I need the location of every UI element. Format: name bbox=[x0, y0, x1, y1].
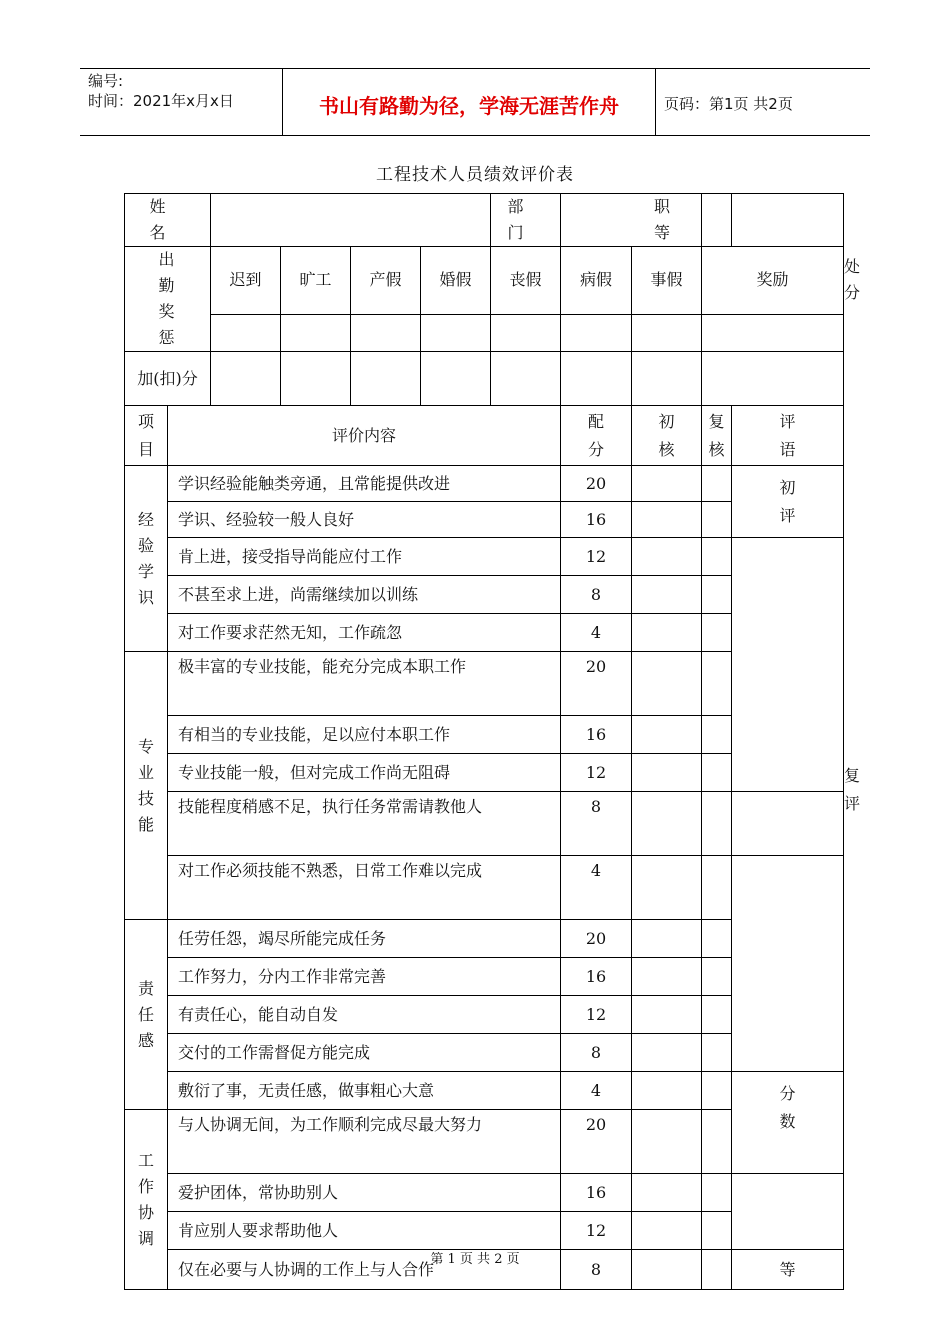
review-check[interactable] bbox=[702, 502, 732, 538]
attendance-label: 出 勤 奖 惩 bbox=[125, 247, 211, 352]
table-row bbox=[125, 466, 844, 502]
criterion-score: 8 bbox=[561, 1034, 632, 1072]
criterion-text: 有责任心，能自动自发 bbox=[168, 996, 561, 1034]
criterion-text: 任劳任怨，竭尽所能完成任务 bbox=[168, 920, 561, 958]
eval-header-initial: 初核 bbox=[632, 406, 702, 466]
initial-check[interactable] bbox=[632, 792, 702, 856]
table-row: 专业技能一般，但对完成工作尚无阻碍 12 复评 bbox=[125, 754, 844, 792]
section-label-coordination: 工作协调 bbox=[125, 1110, 168, 1290]
comment-review-area[interactable] bbox=[732, 856, 844, 1072]
initial-check[interactable] bbox=[632, 652, 702, 716]
initial-check[interactable] bbox=[632, 466, 702, 502]
criterion-text: 技能程度稍感不足，执行任务常需请教他人 bbox=[168, 792, 561, 856]
section-label-skills: 专业技能 bbox=[125, 652, 168, 920]
review-check[interactable] bbox=[702, 792, 732, 856]
comment-initial-area[interactable] bbox=[732, 538, 844, 792]
criterion-score: 20 bbox=[561, 1110, 632, 1174]
review-check[interactable] bbox=[702, 576, 732, 614]
initial-check[interactable] bbox=[632, 856, 702, 920]
points-row bbox=[125, 352, 844, 406]
page-info: 页码：第1页 共2页 bbox=[664, 95, 793, 113]
review-check[interactable] bbox=[702, 614, 732, 652]
criterion-text: 专业技能一般，但对完成工作尚无阻碍 bbox=[168, 754, 561, 792]
points-marriage[interactable] bbox=[421, 352, 491, 406]
header-divider-left bbox=[282, 68, 283, 136]
review-check[interactable] bbox=[702, 754, 732, 792]
eval-header-score: 配分 bbox=[561, 406, 632, 466]
criterion-score: 16 bbox=[561, 502, 632, 538]
rank-label: 职 等 bbox=[654, 197, 691, 242]
section-label-responsibility: 责任感 bbox=[125, 920, 168, 1110]
info-row bbox=[125, 194, 844, 247]
criterion-score: 12 bbox=[561, 754, 632, 792]
criterion-score: 20 bbox=[561, 920, 632, 958]
attendance-value-row bbox=[125, 314, 844, 351]
criterion-score: 16 bbox=[561, 958, 632, 996]
review-check[interactable] bbox=[702, 716, 732, 754]
criterion-score: 20 bbox=[561, 466, 632, 502]
initial-check[interactable] bbox=[632, 1110, 702, 1174]
points-sick[interactable] bbox=[561, 352, 632, 406]
criterion-text: 肯上进，接受指导尚能应付工作 bbox=[168, 538, 561, 576]
criterion-text: 工作努力，分内工作非常完善 bbox=[168, 958, 561, 996]
criterion-score: 4 bbox=[561, 614, 632, 652]
attendance-header-row: 出 勤 奖 惩 迟到 旷工 产假 婚假 丧假 病假 事假 奖励 处分 bbox=[125, 247, 844, 315]
review-check[interactable] bbox=[702, 958, 732, 996]
eval-header-review: 复核 bbox=[702, 406, 732, 466]
criterion-text: 敷衍了事，无责任感，做事粗心大意 bbox=[168, 1072, 561, 1110]
rank-field[interactable] bbox=[654, 194, 844, 247]
comment-initial[interactable]: 初评 bbox=[732, 466, 844, 538]
slogan: 书山有路勤为径，学海无涯苦作舟 bbox=[319, 94, 619, 118]
header-absent: 旷工 bbox=[281, 247, 351, 315]
review-check[interactable] bbox=[702, 920, 732, 958]
initial-check[interactable] bbox=[632, 996, 702, 1034]
criterion-score: 16 bbox=[561, 716, 632, 754]
points-personal[interactable] bbox=[632, 352, 702, 406]
initial-check[interactable] bbox=[632, 576, 702, 614]
points-late[interactable] bbox=[211, 352, 281, 406]
initial-check[interactable] bbox=[632, 1034, 702, 1072]
criterion-text: 不甚至求上进，尚需继续加以训练 bbox=[168, 576, 561, 614]
table-row bbox=[125, 538, 844, 576]
points-label: 加(扣)分 bbox=[125, 352, 211, 406]
criterion-text: 交付的工作需督促方能完成 bbox=[168, 1034, 561, 1072]
criterion-text: 肯应别人要求帮助他人 bbox=[168, 1212, 561, 1250]
time-label: 时间：2021年x月x日 bbox=[88, 92, 234, 110]
review-check[interactable] bbox=[702, 1072, 732, 1110]
header-funeral: 丧假 bbox=[491, 247, 561, 315]
criterion-text: 学识经验能触类旁通，且常能提供改进 bbox=[168, 466, 561, 502]
criterion-score: 12 bbox=[561, 1212, 632, 1250]
section-label-experience: 经验学识 bbox=[125, 466, 168, 652]
initial-check[interactable] bbox=[632, 754, 702, 792]
review-check[interactable] bbox=[702, 1110, 732, 1174]
criterion-score: 4 bbox=[561, 1072, 632, 1110]
eval-header-comment: 评语 bbox=[732, 406, 844, 466]
dept-label: 部 门 bbox=[491, 194, 561, 247]
criterion-score: 8 bbox=[561, 1250, 632, 1290]
initial-check[interactable] bbox=[632, 920, 702, 958]
late-value[interactable] bbox=[211, 314, 281, 351]
comment-score-area[interactable] bbox=[732, 1174, 844, 1250]
criterion-text: 与人协调无间，为工作顺利完成尽最大努力 bbox=[168, 1110, 561, 1174]
evaluation-form-table bbox=[124, 193, 861, 1290]
name-label: 姓 名 bbox=[125, 194, 211, 247]
review-check[interactable] bbox=[702, 1034, 732, 1072]
review-check[interactable] bbox=[702, 466, 732, 502]
points-maternity[interactable] bbox=[351, 352, 421, 406]
table-row bbox=[125, 856, 844, 920]
code-label: 编号: bbox=[88, 72, 124, 90]
initial-check[interactable] bbox=[632, 502, 702, 538]
criterion-score: 4 bbox=[561, 856, 632, 920]
criterion-score: 20 bbox=[561, 652, 632, 716]
absent-value[interactable] bbox=[281, 314, 351, 351]
personal-value[interactable] bbox=[632, 314, 702, 351]
table-row bbox=[125, 792, 844, 856]
criterion-score: 8 bbox=[561, 576, 632, 614]
review-check[interactable] bbox=[702, 652, 732, 716]
criterion-score: 16 bbox=[561, 1174, 632, 1212]
points-reward[interactable] bbox=[702, 352, 844, 406]
marriage-value[interactable] bbox=[421, 314, 491, 351]
header-bottom-line bbox=[80, 135, 870, 136]
points-funeral[interactable] bbox=[491, 352, 561, 406]
initial-check[interactable] bbox=[632, 614, 702, 652]
criterion-text: 爱护团体，常协助别人 bbox=[168, 1174, 561, 1212]
review-check[interactable] bbox=[702, 538, 732, 576]
maternity-value[interactable] bbox=[351, 314, 421, 351]
review-check[interactable] bbox=[702, 996, 732, 1034]
name-field[interactable] bbox=[211, 194, 491, 247]
comment-grade[interactable]: 等 bbox=[732, 1250, 844, 1290]
header-personal: 事假 bbox=[632, 247, 702, 315]
header-reward: 奖励 bbox=[702, 247, 844, 315]
points-absent[interactable] bbox=[281, 352, 351, 406]
header-marriage: 婚假 bbox=[421, 247, 491, 315]
criterion-text: 仅在必要与人协调的工作上与人合作 bbox=[168, 1250, 561, 1290]
review-check[interactable] bbox=[702, 856, 732, 920]
header-maternity: 产假 bbox=[351, 247, 421, 315]
review-check[interactable] bbox=[702, 1174, 732, 1212]
initial-check[interactable] bbox=[632, 1212, 702, 1250]
initial-check[interactable] bbox=[632, 1174, 702, 1212]
initial-check[interactable] bbox=[632, 538, 702, 576]
criterion-text: 对工作要求茫然无知，工作疏忽 bbox=[168, 614, 561, 652]
form-title: 工程技术人员绩效评价表 bbox=[376, 165, 574, 185]
initial-check[interactable] bbox=[632, 1072, 702, 1110]
criterion-text: 有相当的专业技能，足以应付本职工作 bbox=[168, 716, 561, 754]
initial-check[interactable] bbox=[632, 716, 702, 754]
eval-header-content: 评价内容 bbox=[168, 406, 561, 466]
eval-header-row bbox=[125, 406, 844, 466]
criterion-text: 对工作必须技能不熟悉，日常工作难以完成 bbox=[168, 856, 561, 920]
header-divider-right bbox=[655, 68, 656, 136]
eval-header-item: 项目 bbox=[125, 406, 168, 466]
criterion-text: 学识、经验较一般人良好 bbox=[168, 502, 561, 538]
criterion-score: 12 bbox=[561, 538, 632, 576]
initial-check[interactable] bbox=[632, 958, 702, 996]
criterion-score: 12 bbox=[561, 996, 632, 1034]
header-late: 迟到 bbox=[211, 247, 281, 315]
criterion-score: 8 bbox=[561, 792, 632, 856]
reward-value[interactable] bbox=[702, 314, 844, 351]
table-row bbox=[125, 1072, 844, 1110]
funeral-value[interactable] bbox=[491, 314, 561, 351]
review-check[interactable] bbox=[702, 1212, 732, 1250]
header-left bbox=[88, 71, 234, 111]
sick-value[interactable] bbox=[561, 314, 632, 351]
table-row bbox=[125, 1174, 844, 1212]
page-footer: 第 1 页 共 2 页 bbox=[430, 1252, 520, 1267]
header-sick: 病假 bbox=[561, 247, 632, 315]
criterion-text: 极丰富的专业技能，能充分完成本职工作 bbox=[168, 652, 561, 716]
header-top-line bbox=[80, 68, 870, 69]
comment-score[interactable]: 分数 bbox=[732, 1072, 844, 1174]
